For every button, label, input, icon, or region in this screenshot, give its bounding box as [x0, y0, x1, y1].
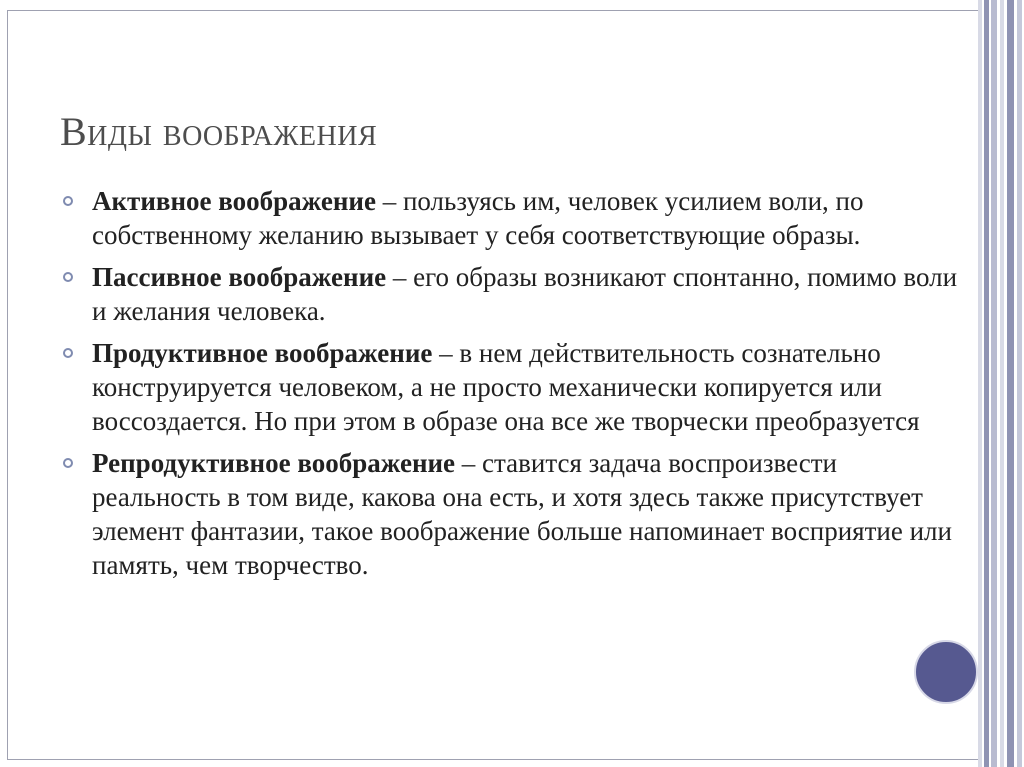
decorative-stripes — [978, 0, 1024, 767]
definition-active: – пользуясь им, человек усилием воли, по собственному желанию вызывает у себя соответствующие образы. — [92, 186, 864, 250]
list-item — [62, 184, 962, 252]
list-item — [62, 336, 962, 438]
term-productive: Продуктивное воображение — [92, 338, 433, 368]
list-item — [62, 260, 962, 328]
stripe-1 — [978, 0, 982, 767]
definition-passive: – его образы возникают спонтанно, помимо воли и желания человека. — [92, 262, 958, 326]
frame-top-line — [7, 10, 978, 11]
list-item — [62, 446, 962, 582]
definition-productive: – в нем действительность сознательно конструируется человеком, а не просто механически копируется или воссоздается. Но при этом в образе она все же творчески преобразуется — [92, 338, 920, 436]
term-passive: Пассивное воображение — [92, 262, 387, 292]
stripe-4 — [1000, 0, 1004, 767]
stripe-5 — [1007, 0, 1014, 767]
slide-title: Виды воображения — [60, 109, 378, 154]
circle-bullet-icon — [63, 458, 73, 468]
term-reproductive: Репродуктивное воображение — [92, 448, 456, 478]
frame-left-line — [7, 10, 8, 760]
stripe-6 — [1017, 0, 1022, 767]
bullet-list — [62, 184, 962, 590]
stripe-3 — [991, 0, 997, 767]
circle-bullet-icon — [63, 196, 73, 206]
term-active: Активное воображение — [92, 186, 376, 216]
stripe-2 — [984, 0, 989, 767]
frame-bottom-line — [7, 759, 978, 760]
circle-bullet-icon — [63, 348, 73, 358]
circle-bullet-icon — [63, 272, 73, 282]
definition-reproductive: – ставится задача воспроизвести реальность в том виде, какова она есть, и хотя здесь также присутствует элемент фантазии, такое воображение больше напоминает восприятие или память, чем творчество. — [92, 448, 952, 580]
decorative-circle-icon — [914, 640, 978, 704]
